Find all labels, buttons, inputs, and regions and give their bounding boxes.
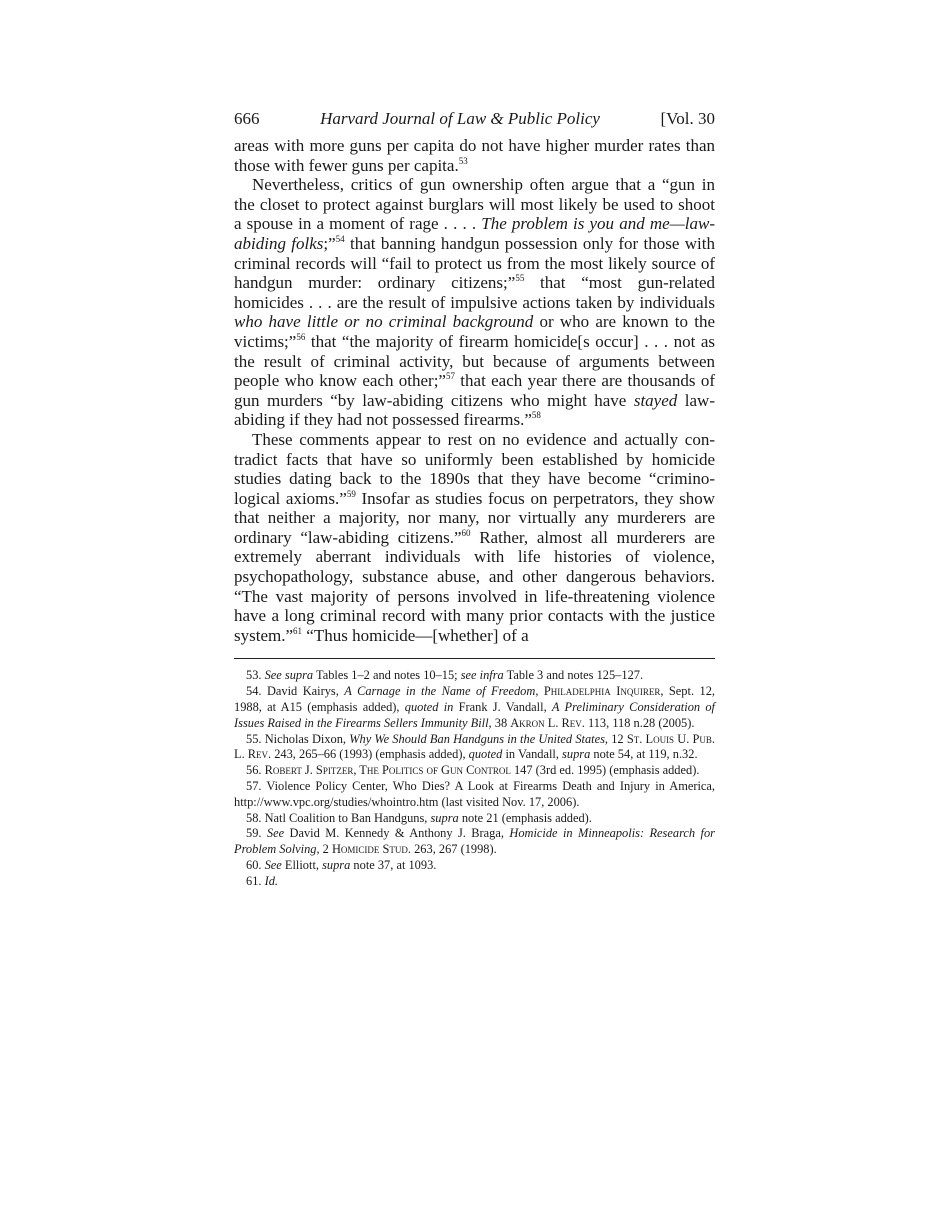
footnote-55: 55. Nicholas Dixon, Why We Should Ban Handguns in the United States, 12 St. Louis U. Pub. L. Rev. 243, 265–66 (1993) (emphasis added), quoted in Vandall, supra note 54, at 119, n.32. [234, 731, 715, 762]
footnote-divider [234, 658, 715, 659]
page-number: 666 [234, 109, 260, 128]
running-header [234, 106, 715, 136]
footnote-60: 60. See Elliott, supra note 37, at 1093. [246, 858, 437, 872]
footnote-ref-56: 56 [296, 331, 306, 342]
footnote-61: 61. Id. [246, 873, 279, 888]
footnote-ref-54: 54 [335, 233, 345, 244]
page [234, 106, 715, 890]
footnote-ref-58: 58 [531, 410, 541, 421]
paragraph-2: Nevertheless, critics of gun ownership often argue that a “gun in the closet to protect against burglars will most likely be used to shoot a spouse in a moment of rage . . . . The problem is you and me—law-abiding folks;”$^{54}$ that banning handgun possession only for those with criminal records will “fail to protect us from the most likely source of handgun murder: ordinary citizens;”$^{55}$ that “most gun-related homicides . . . are the result of impulsive actions taken by individuals who have little or no criminal background or who are known to the victims;”$^{56}$ that “the majority of firearm homicide[s occur] . . . not as the result of criminal activity, but because of arguments between people who know each other;”$^{57}$ that each year there are thousands of gun murders “by law-abiding citizens who might have stayed law-abiding if they had not possessed firearms.”$^{58}$ [234, 175, 715, 430]
footnote-ref-57: 57 [445, 371, 455, 382]
footnote-ref-60: 60 [461, 527, 471, 538]
footnote-ref-61: 61 [293, 625, 303, 636]
footnote-ref-59: 59 [346, 488, 356, 499]
volume-label: [Vol. 30 [660, 109, 715, 128]
paragraph-1: areas with more guns per capita do not have higher murder rates than those with fewer guns per capita.$^{53}$ [234, 136, 715, 175]
paragraph-3: These comments appear to rest on no evidence and actually contradict facts that have so uniformly been established by homicide studies dating back to the 1890s that they have become “criminological axioms.”$^{59}$ Insofar as studies focus on perpetrators, they show that neither a majority, nor many, nor virtually any murderers are ordinary “law-abiding citizens.”$^{60}$ Rather, almost all murderers are extremely aberrant individuals with life histories of violence, psychopathology, substance abuse, and other dangerous behaviors. “The vast majority of persons involved in life-threatening violence have a long criminal record with many prior contacts with the justice system.”$^{61}$ “Thus homicide—[whether] of a [234, 429, 715, 645]
footnote-ref-55: 55 [515, 273, 525, 284]
footnote-53: 53. See supra Tables 1–2 and notes 10–15; see infra Table 3 and notes 125–127. [246, 668, 644, 683]
main-text [234, 136, 715, 645]
footnotes [234, 668, 715, 889]
footnote-58: 58. Natl Coalition to Ban Handguns, supra note 21 (emphasis added). [246, 810, 592, 825]
footnote-57: 57. Violence Policy Center, Who Dies? A Look at Firearms Death and Injury in America, http://www.vpc.org/studies/whointro.htm (last visited Nov. 17, 2006). [234, 779, 715, 809]
footnote-54: 54. David Kairys, A Carnage in the Name of Freedom, Philadelphia Inquirer, Sept. 12, 1988, at A15 (emphasis added), quoted in Frank J. Vandall, A Preliminary Consideration of Issues Raised in the Firearms Sellers Immunity Bill, 38 Akron L. Rev. 113, 118 n.28 (2005). [234, 684, 715, 730]
footnote-56: 56. Robert J. Spitzer, The Politics of Gun Control 147 (3rd ed. 1995) (emphasis added). [246, 763, 700, 778]
footnote-59: 59. See David M. Kennedy & Anthony J. Braga, Homicide in Minneapolis: Research for Problem Solving, 2 Homicide Stud. 263, 267 (1998). [234, 826, 715, 857]
journal-title: Harvard Journal of Law & Public Policy [320, 109, 600, 128]
footnote-ref-53: 53 [458, 155, 468, 166]
